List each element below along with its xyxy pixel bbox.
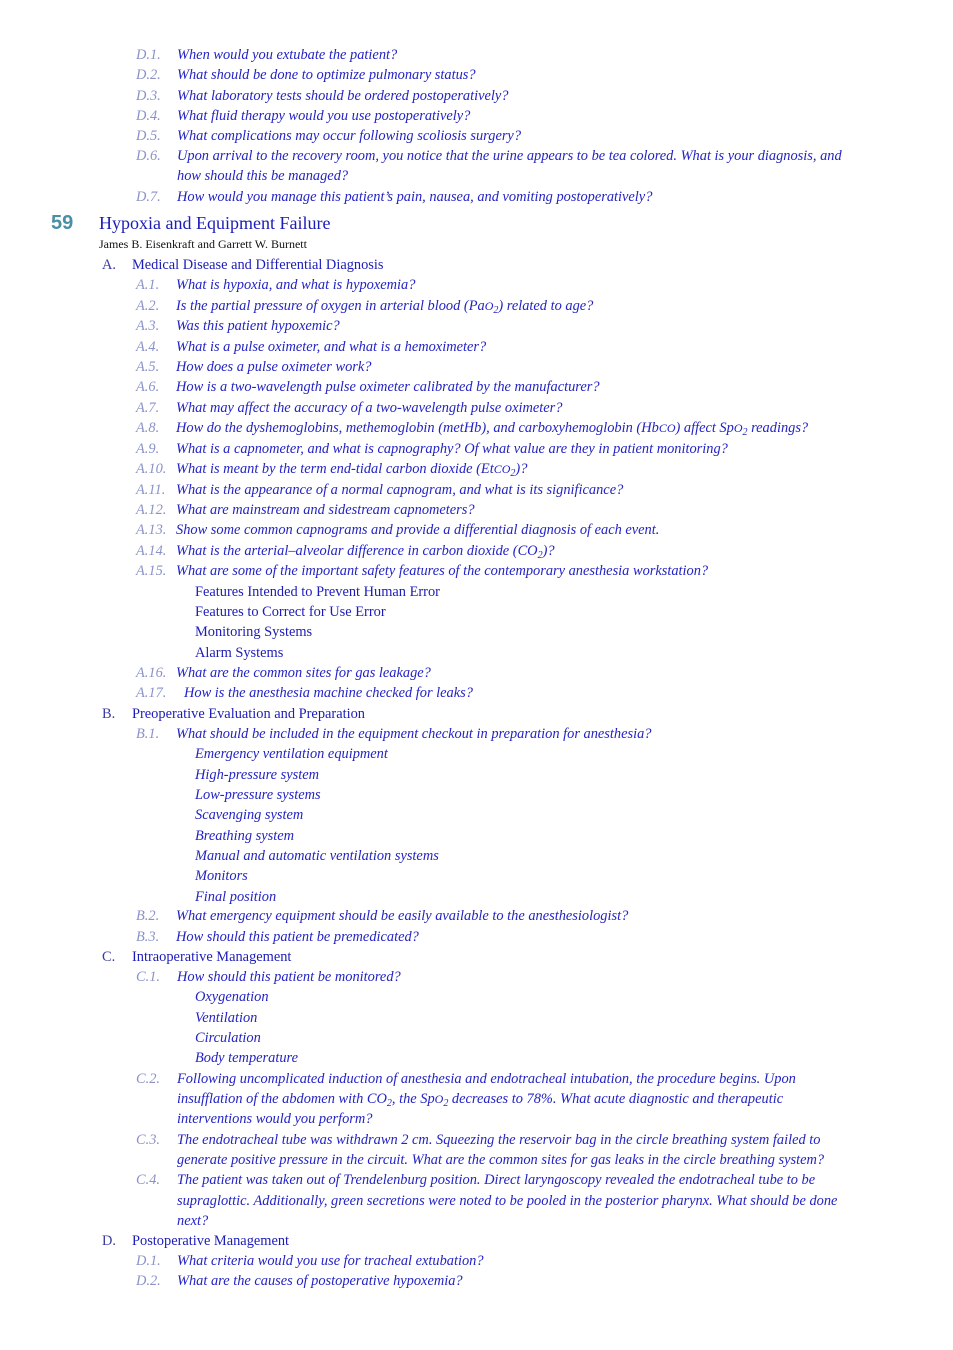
question-number: D.1.: [136, 1253, 161, 1269]
question-text: What complications may occur following scoliosis surgery?: [177, 128, 522, 144]
section-c-heading[interactable]: [102, 947, 291, 967]
question-a11[interactable]: [136, 480, 623, 500]
subscript: 2: [493, 305, 499, 316]
question-text: What are the causes of postoperative hypoxemia?: [177, 1273, 463, 1289]
question-d2[interactable]: [136, 1271, 463, 1291]
question-a17[interactable]: [136, 683, 473, 703]
question-number: B.2.: [136, 908, 160, 924]
question-number: A.15.: [136, 563, 167, 579]
question-number: A.6.: [136, 379, 160, 395]
text-part: How do the dyshemoglobins, methemoglobin (metHb), and carboxyhemoglobin (Hb: [176, 420, 659, 436]
question-d6-prev-cont: how should this be managed?: [177, 168, 349, 184]
text-part: insufflation of the abdomen with CO: [177, 1091, 387, 1107]
question-text: [176, 461, 527, 477]
question-b1[interactable]: [136, 724, 651, 744]
subtopic-b1[interactable]: Scavenging system: [195, 807, 304, 823]
question-number: C.3.: [136, 1132, 160, 1148]
question-text: How does a pulse oximeter work?: [176, 359, 372, 375]
question-text: What emergency equipment should be easily available to the anesthesiologist?: [176, 908, 629, 924]
question-number: A.9.: [136, 441, 160, 457]
question-number: D.7.: [136, 189, 161, 205]
subtopic-b1[interactable]: Monitors: [195, 868, 248, 884]
question-text: What is a capnometer, and what is capnography? Of what value are they in patient monitoring?: [176, 441, 728, 457]
question-number: A.3.: [136, 318, 160, 334]
section-b-heading[interactable]: [102, 704, 365, 724]
subtopic-a15[interactable]: Alarm Systems: [195, 645, 284, 661]
section-letter: B.: [102, 706, 116, 722]
question-d4-prev: [136, 106, 470, 126]
question-text: What are some of the important safety features of the contemporary anesthesia workstation?: [176, 563, 709, 579]
subtopic-c1[interactable]: Body temperature: [195, 1050, 298, 1066]
question-number: A.12.: [136, 502, 167, 518]
question-text: Was this patient hypoxemic?: [176, 318, 340, 334]
question-text: Show some common capnograms and provide a differential diagnosis of each event.: [176, 522, 660, 538]
question-c2[interactable]: [136, 1069, 796, 1089]
subscript: 2: [537, 550, 543, 561]
question-number: C.4.: [136, 1172, 160, 1188]
text-part: )?: [515, 461, 528, 477]
question-a6[interactable]: [136, 377, 600, 397]
question-c1[interactable]: [136, 967, 401, 987]
text-part: O: [484, 299, 494, 313]
subtopic-b1[interactable]: Final position: [195, 889, 277, 905]
text-part: O: [434, 1092, 444, 1106]
question-number: D.4.: [136, 108, 161, 124]
question-number: A.16.: [136, 665, 167, 681]
question-text: What is a pulse oximeter, and what is a hemoximeter?: [176, 339, 487, 355]
question-a2[interactable]: [136, 296, 593, 316]
question-text: Following uncomplicated induction of anesthesia and endotracheal intubation, the procedure begins. Upon: [177, 1071, 796, 1087]
question-a7[interactable]: [136, 398, 562, 418]
text-part: CO: [658, 421, 676, 435]
question-number: D.5.: [136, 128, 161, 144]
question-text: What laboratory tests should be ordered postoperatively?: [177, 88, 509, 104]
question-number: B.1.: [136, 726, 160, 742]
question-number: A.14.: [136, 543, 167, 559]
question-number: C.1.: [136, 969, 160, 985]
question-c4-line3: next?: [177, 1213, 209, 1229]
question-text: The patient was taken out of Trendelenburg position. Direct laryngoscopy revealed the endotracheal tube to be: [177, 1172, 816, 1188]
question-a16[interactable]: [136, 663, 431, 683]
text-part: ) related to age?: [498, 298, 594, 314]
question-text: What criteria would you use for tracheal extubation?: [177, 1253, 484, 1269]
subscript: 2: [386, 1098, 392, 1109]
question-number: A.17.: [136, 685, 167, 701]
question-number: B.3.: [136, 929, 160, 945]
question-a9[interactable]: [136, 439, 728, 459]
subscript: 2: [443, 1098, 449, 1109]
question-text: How should this patient be premedicated?: [176, 929, 419, 945]
question-a5[interactable]: [136, 357, 371, 377]
question-text: What are mainstream and sidestream capnometers?: [176, 502, 475, 518]
question-text: What fluid therapy would you use postoperatively?: [177, 108, 471, 124]
question-number: A.1.: [136, 277, 160, 293]
question-a15[interactable]: [136, 561, 708, 581]
question-c4[interactable]: [136, 1170, 815, 1190]
question-number: D.1.: [136, 47, 161, 63]
section-title: Medical Disease and Differential Diagnosis: [132, 257, 384, 273]
section-title: Preoperative Evaluation and Preparation: [132, 706, 365, 722]
question-c2-line3: interventions would you perform?: [177, 1111, 373, 1127]
text-part: readings?: [747, 420, 809, 436]
question-text: How should this patient be monitored?: [177, 969, 401, 985]
subtopic-a15[interactable]: Features Intended to Prevent Human Error: [195, 584, 440, 600]
question-d1[interactable]: [136, 1251, 484, 1271]
question-number: C.2.: [136, 1071, 160, 1087]
subtopic-b1[interactable]: Breathing system: [195, 828, 294, 844]
question-text: [176, 298, 593, 314]
question-text: The endotracheal tube was withdrawn 2 cm. Squeezing the reservoir bag in the circle breathing system failed to: [177, 1132, 821, 1148]
subtopic-c1[interactable]: Oxygenation: [195, 989, 269, 1005]
text-part: CO: [493, 462, 511, 476]
chapter-number: 59: [51, 212, 74, 234]
question-a12[interactable]: [136, 500, 475, 520]
question-c2-line2: [177, 1089, 783, 1109]
subtopic-b1[interactable]: High-pressure system: [195, 767, 320, 783]
section-a-heading[interactable]: [102, 255, 384, 275]
question-number: A.5.: [136, 359, 160, 375]
question-text: What should be included in the equipment checkout in preparation for anesthesia?: [176, 726, 652, 742]
question-number: A.4.: [136, 339, 160, 355]
question-a14[interactable]: [136, 541, 555, 561]
question-d7-prev: [136, 187, 652, 207]
subscript: 2: [742, 427, 748, 438]
question-number: A.10.: [136, 461, 167, 477]
question-text: What are the common sites for gas leakage?: [176, 665, 431, 681]
question-b3[interactable]: [136, 927, 419, 947]
question-text: [176, 420, 808, 436]
question-number: A.11.: [136, 482, 166, 498]
question-text: What should be done to optimize pulmonary status?: [177, 67, 476, 83]
subtopic-b1[interactable]: Emergency ventilation equipment: [195, 746, 388, 762]
section-d-heading[interactable]: [102, 1231, 289, 1251]
section-letter: A.: [102, 257, 116, 273]
text-part: ) affect Sp: [675, 420, 734, 436]
question-d3-prev: [136, 86, 508, 106]
question-number: D.6.: [136, 148, 161, 164]
question-number: A.7.: [136, 400, 160, 416]
question-text: How would you manage this patient’s pain, nausea, and vomiting postoperatively?: [177, 189, 653, 205]
subtopic-c1[interactable]: Ventilation: [195, 1010, 258, 1026]
subtopic-b1[interactable]: Low-pressure systems: [195, 787, 321, 803]
subtopic-a15[interactable]: Monitoring Systems: [195, 624, 313, 640]
question-text: What is the appearance of a normal capnogram, and what is its significance?: [176, 482, 624, 498]
text-part: Is the partial pressure of oxygen in arterial blood (Pa: [176, 298, 485, 314]
section-title: Intraoperative Management: [132, 949, 292, 965]
question-number: A.2.: [136, 298, 160, 314]
question-d2-prev: [136, 65, 476, 85]
question-a10[interactable]: [136, 459, 527, 479]
question-a3[interactable]: [136, 316, 340, 336]
question-text: How is a two-wavelength pulse oximeter calibrated by the manufacturer?: [176, 379, 600, 395]
chapter-title[interactable]: Hypoxia and Equipment Failure: [99, 213, 331, 233]
subtopic-b1[interactable]: Manual and automatic ventilation systems: [195, 848, 439, 864]
section-title: Postoperative Management: [132, 1233, 290, 1249]
text-part: decreases to 78%. What acute diagnostic and therapeutic: [448, 1091, 784, 1107]
question-d1-prev: [136, 45, 397, 65]
question-number: A.13.: [136, 522, 167, 538]
text-part: What is the arterial–alveolar difference in carbon dioxide (CO: [176, 543, 538, 559]
question-text: What is hypoxia, and what is hypoxemia?: [176, 277, 416, 293]
question-c3[interactable]: [136, 1130, 821, 1150]
question-d5-prev: [136, 126, 521, 146]
text-part: What is meant by the term end-tidal carbon dioxide (Et: [176, 461, 494, 477]
question-text: [176, 543, 555, 559]
section-letter: D.: [102, 1233, 116, 1249]
question-text: Upon arrival to the recovery room, you notice that the urine appears to be tea colored. What is your diagnosis, and: [177, 148, 842, 164]
question-a8[interactable]: [136, 418, 808, 438]
question-b2[interactable]: [136, 906, 628, 926]
text-part: O: [733, 421, 743, 435]
subscript: 2: [510, 468, 516, 479]
question-number: D.2.: [136, 67, 161, 83]
question-c4-line2: supraglottic. Additionally, green secretions were noted to be pooled in the posterior pharynx. What should be done: [177, 1193, 838, 1209]
question-text: How is the anesthesia machine checked for leaks?: [184, 685, 473, 701]
section-letter: C.: [102, 949, 116, 965]
question-c3-line2: generate positive pressure in the circuit. What are the common sites for gas leaks in the circle breathing system?: [177, 1152, 825, 1168]
text-part: , the Sp: [391, 1091, 435, 1107]
question-d6-prev: [136, 146, 842, 166]
question-a4[interactable]: [136, 337, 486, 357]
question-a1[interactable]: [136, 275, 415, 295]
subtopic-c1[interactable]: Circulation: [195, 1030, 261, 1046]
question-text: When would you extubate the patient?: [177, 47, 398, 63]
question-a13[interactable]: [136, 520, 659, 540]
question-number: D.3.: [136, 88, 161, 104]
subtopic-a15[interactable]: Features to Correct for Use Error: [195, 604, 386, 620]
text-part: )?: [542, 543, 555, 559]
question-text: What may affect the accuracy of a two-wavelength pulse oximeter?: [176, 400, 563, 416]
question-number: D.2.: [136, 1273, 161, 1289]
question-number: A.8.: [136, 420, 160, 436]
chapter-authors: James B. Eisenkraft and Garrett W. Burnett: [99, 237, 307, 251]
